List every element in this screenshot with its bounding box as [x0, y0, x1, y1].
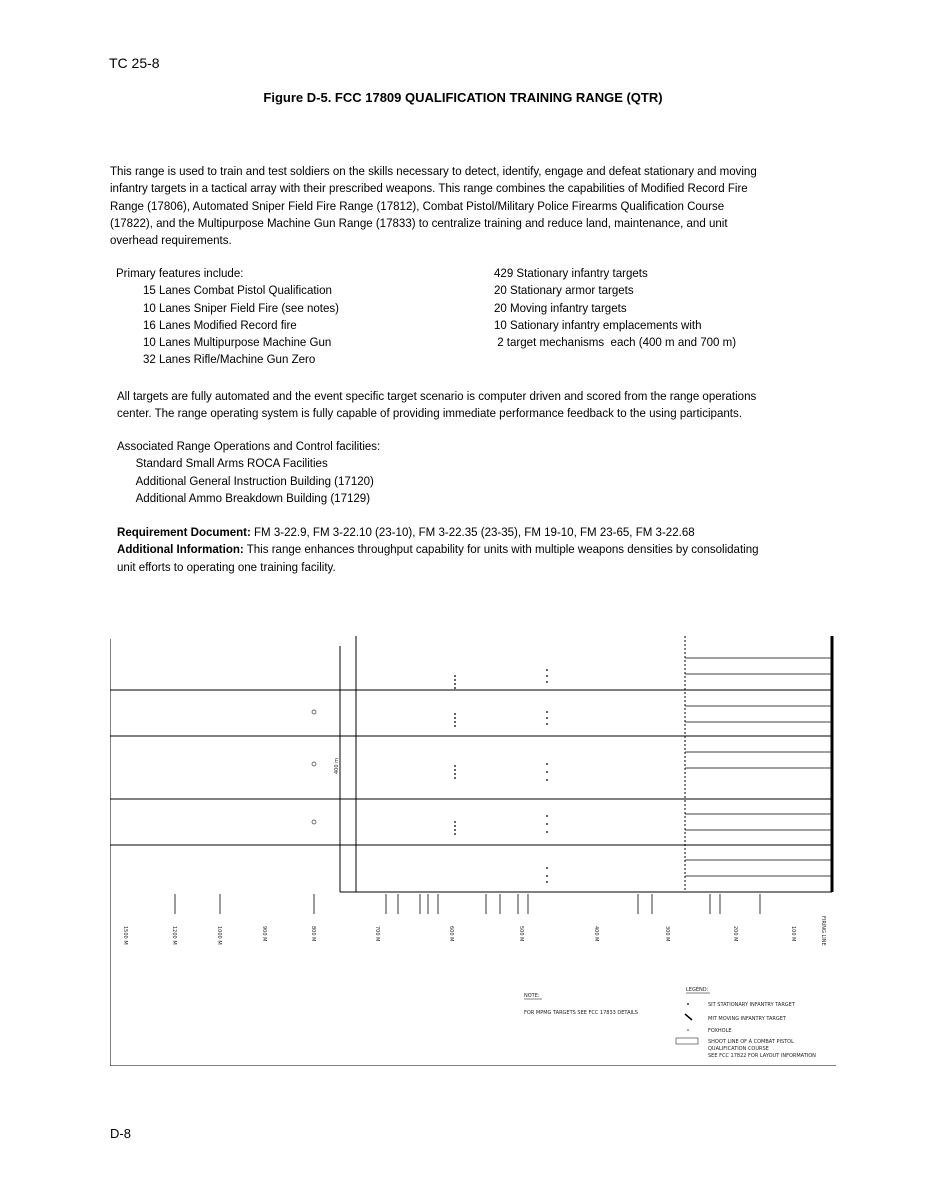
document-id: TC 25-8 [109, 55, 160, 71]
distance-label: 1500 M [122, 926, 128, 945]
feature-item: 10 Sationary infantry emplacements with [494, 317, 702, 332]
distance-label: 100 M [790, 926, 796, 942]
page-number: D-8 [110, 1126, 131, 1141]
feature-item: 32 Lanes Rifle/Machine Gun Zero [142, 352, 316, 367]
distance-label: 1000 M [216, 926, 222, 945]
legend-heading: LEGEND: [686, 987, 709, 993]
distance-label: 800 M [310, 926, 316, 942]
feature-item: 15 Lanes Combat Pistol Qualification [142, 283, 332, 298]
facility-item: Additional Ammo Breakdown Building (17129) [135, 490, 371, 505]
feature-item: 16 Lanes Modified Record fire [142, 317, 297, 332]
automation-line: center. The range operating system is fully capable of providing immediate performance feedback to the using participants. [117, 406, 742, 421]
requirement-line [117, 524, 810, 541]
feature-item: 429 Stationary infantry targets [494, 266, 648, 280]
legend-item: SIT STATIONARY INFANTRY TARGET [708, 1002, 795, 1008]
intro-paragraph [110, 163, 803, 249]
additional-text: This range enhances throughput capability for units with multiple weapons densities by consolidating [243, 542, 759, 557]
features-list-left [116, 265, 469, 369]
distance-label: 200 M [732, 926, 738, 942]
additional-label: Additional Information: [117, 542, 244, 557]
distance-label: 700 M [374, 926, 380, 942]
legend-item: SHOOT LINE OF A COMBAT PISTOL [708, 1039, 794, 1045]
automation-line: All targets are fully automated and the event specific target scenario is computer driven and scored from the range operations [117, 389, 757, 403]
legend-sit-symbol [687, 1003, 689, 1005]
intro-line: This range is used to train and test soldiers on the skills necessary to detect, identify, engage and defeat stationary and moving [110, 164, 757, 178]
feature-item: 2 target mechanisms each (400 m and 700 m) [494, 335, 737, 350]
requirement-text: FM 3-22.9, FM 3-22.10 (23-10), FM 3-22.35 (23-35), FM 19-10, FM 23-65, FM 3-22.68 [250, 525, 695, 539]
legend-item: MIT MOVING INFANTRY TARGET [708, 1016, 786, 1022]
features-list-right [494, 265, 829, 351]
legend-mit-symbol [685, 1014, 692, 1020]
facilities-heading: Associated Range Operations and Control facilities: [117, 439, 381, 453]
legend-item: QUALIFICATION COURSE [708, 1046, 769, 1052]
intro-line: Range (17806), Automated Sniper Field Fire Range (17812), Combat Pistol/Military Police Firearms Qualification Course [110, 198, 725, 213]
intro-line: overhead requirements. [110, 233, 232, 248]
requirements-section [117, 524, 810, 576]
distance-label: 1200 M [171, 926, 177, 945]
feature-item: 10 Lanes Sniper Field Fire (see notes) [142, 300, 339, 315]
note-heading: NOTE: [524, 993, 540, 999]
distance-label: FIRING LINE [820, 916, 826, 946]
facility-item: Additional General Instruction Building (17120) [135, 473, 374, 488]
distance-posts [175, 894, 760, 914]
legend-pistol-symbol [676, 1038, 698, 1044]
feature-item: 10 Lanes Multipurpose Machine Gun [142, 335, 332, 350]
distance-label: 900 M [261, 926, 267, 942]
figure-title: Figure D-5. FCC 17809 QUALIFICATION TRAINING RANGE (QTR) [263, 90, 663, 105]
distance-label: 500 M [518, 926, 524, 942]
features-heading: Primary features include: [116, 266, 244, 280]
legend-item: FOXHOLE [708, 1028, 732, 1034]
dimension-label: 400 m [334, 757, 340, 774]
note-text: FOR MPMG TARGETS SEE FCC 17833 DETAILS [524, 1010, 638, 1016]
additional-line [117, 541, 810, 558]
feature-item: 20 Moving infantry targets [494, 300, 627, 315]
distance-label: 300 M [664, 926, 670, 942]
intro-line: infantry targets in a tactical array with their prescribed weapons. This range combines the capabilities of Modified Record Fire [110, 181, 748, 196]
facilities-section [117, 438, 489, 507]
legend-item: SEE FCC 17822 FOR LAYOUT INFORMATION [708, 1053, 816, 1059]
requirement-label: Requirement Document: [117, 525, 251, 539]
facility-item: Standard Small Arms ROCA Facilities [135, 456, 328, 471]
target-markers [312, 669, 548, 883]
range-layout-diagram [110, 636, 836, 1066]
intro-line: (17822), and the Multipurpose Machine Gun Range (17833) to centralize training and reduce land, maintenance, and unit [110, 215, 728, 230]
distance-label: 600 M [448, 926, 454, 942]
distance-label: 400 M [593, 926, 599, 942]
feature-item: 20 Stationary armor targets [494, 283, 634, 298]
legend-foxhole-symbol [687, 1029, 689, 1031]
target-tracks [685, 658, 832, 876]
automation-paragraph [117, 388, 810, 423]
additional-line-2: unit efforts to operating one training facility. [117, 559, 336, 574]
